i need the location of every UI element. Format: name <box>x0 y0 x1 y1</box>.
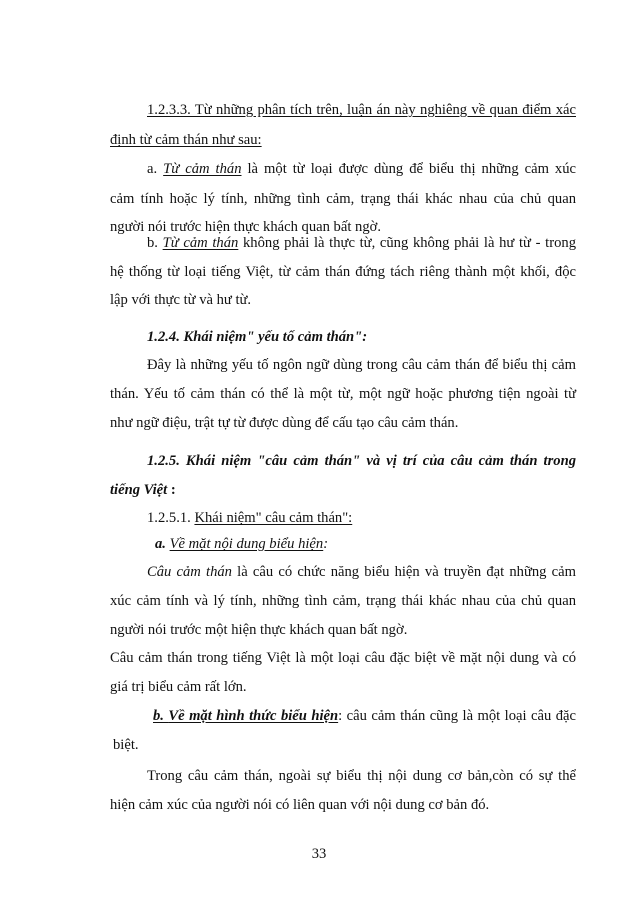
heading-text: 1.2.5. Khái niệm "câu cảm thán" và vị trí của câu cảm thán trong <box>147 453 576 469</box>
paragraph-line <box>153 706 576 726</box>
page-number: 33 <box>311 846 327 862</box>
heading-text: : <box>167 482 176 498</box>
paragraph-text: là câu có chức năng biểu hiện và truyền đạt những cảm <box>231 564 576 580</box>
subsection-title: : <box>323 536 329 552</box>
paragraph-line <box>110 795 489 815</box>
paragraph-line <box>110 591 576 611</box>
subsection-title: Về mặt nội dung biểu hiện <box>169 536 324 552</box>
paragraph-text: thán. Yếu tố cảm thán có thể là một từ, một ngữ hoặc phương tiện ngoài từ <box>110 386 576 402</box>
subsection-heading-content <box>155 534 328 554</box>
paragraph-line <box>110 189 576 209</box>
paragraph-line <box>110 262 576 282</box>
section-1-2-3-3-text-cont: định từ cảm thán như sau: <box>110 132 262 148</box>
paragraph-line <box>110 648 576 668</box>
paragraph-text: xúc cảm tính và lý tính, những tình cảm, trạng thái khác nhau của chủ quan <box>110 593 576 609</box>
subsection-title: Khái niệm" câu cảm thán": <box>194 510 353 526</box>
paragraph-text: người nói trước một hiện thực khách quan bất ngờ. <box>110 622 408 638</box>
paragraph-line <box>110 413 458 433</box>
list-marker: a. <box>155 536 170 552</box>
paragraph-text: hệ thống từ loại tiếng Việt, từ cảm thán đứng tách riêng thành một khối, độc <box>110 264 576 280</box>
paragraph-line <box>147 100 576 120</box>
paragraph-line <box>110 677 247 697</box>
paragraph-text: biệt. <box>113 737 139 753</box>
paragraph-text: không phải là thực từ, cũng không phải là hư từ - trong <box>238 235 576 251</box>
paragraph-text: người nói trước hiện thực khách quan bất ngờ. <box>110 219 381 235</box>
section-1-2-3-3-text: 1.2.3.3. Từ những phân tích trên, luận án này nghiêng về quan điểm xác <box>147 102 576 118</box>
list-marker: b. <box>153 708 169 724</box>
paragraph-line <box>110 384 576 404</box>
paragraph-line <box>147 159 576 179</box>
term-tu-cam-than: Từ cảm thán <box>163 161 242 177</box>
list-marker: a. <box>147 161 164 177</box>
paragraph-text: giá trị biểu cảm rất lớn. <box>110 679 247 695</box>
section-number: 1.2.5.1. <box>147 510 195 526</box>
paragraph-line <box>110 290 251 310</box>
paragraph-line <box>110 130 262 150</box>
paragraph-line <box>113 735 139 755</box>
paragraph-text: Câu cảm thán trong tiếng Việt là một loại câu đặc biệt về mặt nội dung và có <box>110 650 576 666</box>
paragraph-line <box>147 355 576 375</box>
paragraph-text: như ngữ điệu, trật tự từ được dùng để cấu tạo câu cảm thán. <box>110 415 459 431</box>
paragraph-text: : câu cảm thán cũng là một loại câu đặc <box>338 708 576 724</box>
paragraph-line <box>147 562 576 582</box>
term-tu-cam-than: Từ cảm thán <box>162 235 239 251</box>
section-heading-1-2-4 <box>147 327 367 347</box>
paragraph-text: là một từ loại được dùng để biểu thị những cảm xúc <box>241 161 577 177</box>
paragraph-text: lập với thực từ và hư từ. <box>110 292 252 308</box>
section-heading-1-2-5 <box>147 451 576 471</box>
paragraph-text: Trong câu cảm thán, ngoài sự biểu thị nội dung cơ bản,còn có sự thể <box>147 768 576 784</box>
list-marker: b. <box>147 235 163 251</box>
paragraph-text: Đây là những yếu tố ngôn ngữ dùng trong câu cảm thán để biểu thị cảm <box>147 357 576 373</box>
heading-text: 1.2.4. Khái niệm" yếu tố cảm thán": <box>147 329 368 345</box>
section-heading-1-2-5-cont <box>110 480 176 500</box>
heading-text: tiếng Việt <box>110 482 168 498</box>
paragraph-line <box>147 233 576 253</box>
subsection-heading-1-2-5-1 <box>147 508 352 528</box>
term-cau-cam-than: Câu cảm thán <box>147 564 232 580</box>
paragraph-line <box>110 620 407 640</box>
paragraph-text: hiện cảm xúc của người nói có liên quan với nội dung cơ bản đó. <box>110 797 490 813</box>
paragraph-text: cảm tính hoặc lý tính, những tình cảm, trạng thái khác nhau của chủ quan <box>110 191 576 207</box>
subsection-title-form: Về mặt hình thức biểu hiện <box>168 708 339 724</box>
paragraph-line <box>147 766 576 786</box>
